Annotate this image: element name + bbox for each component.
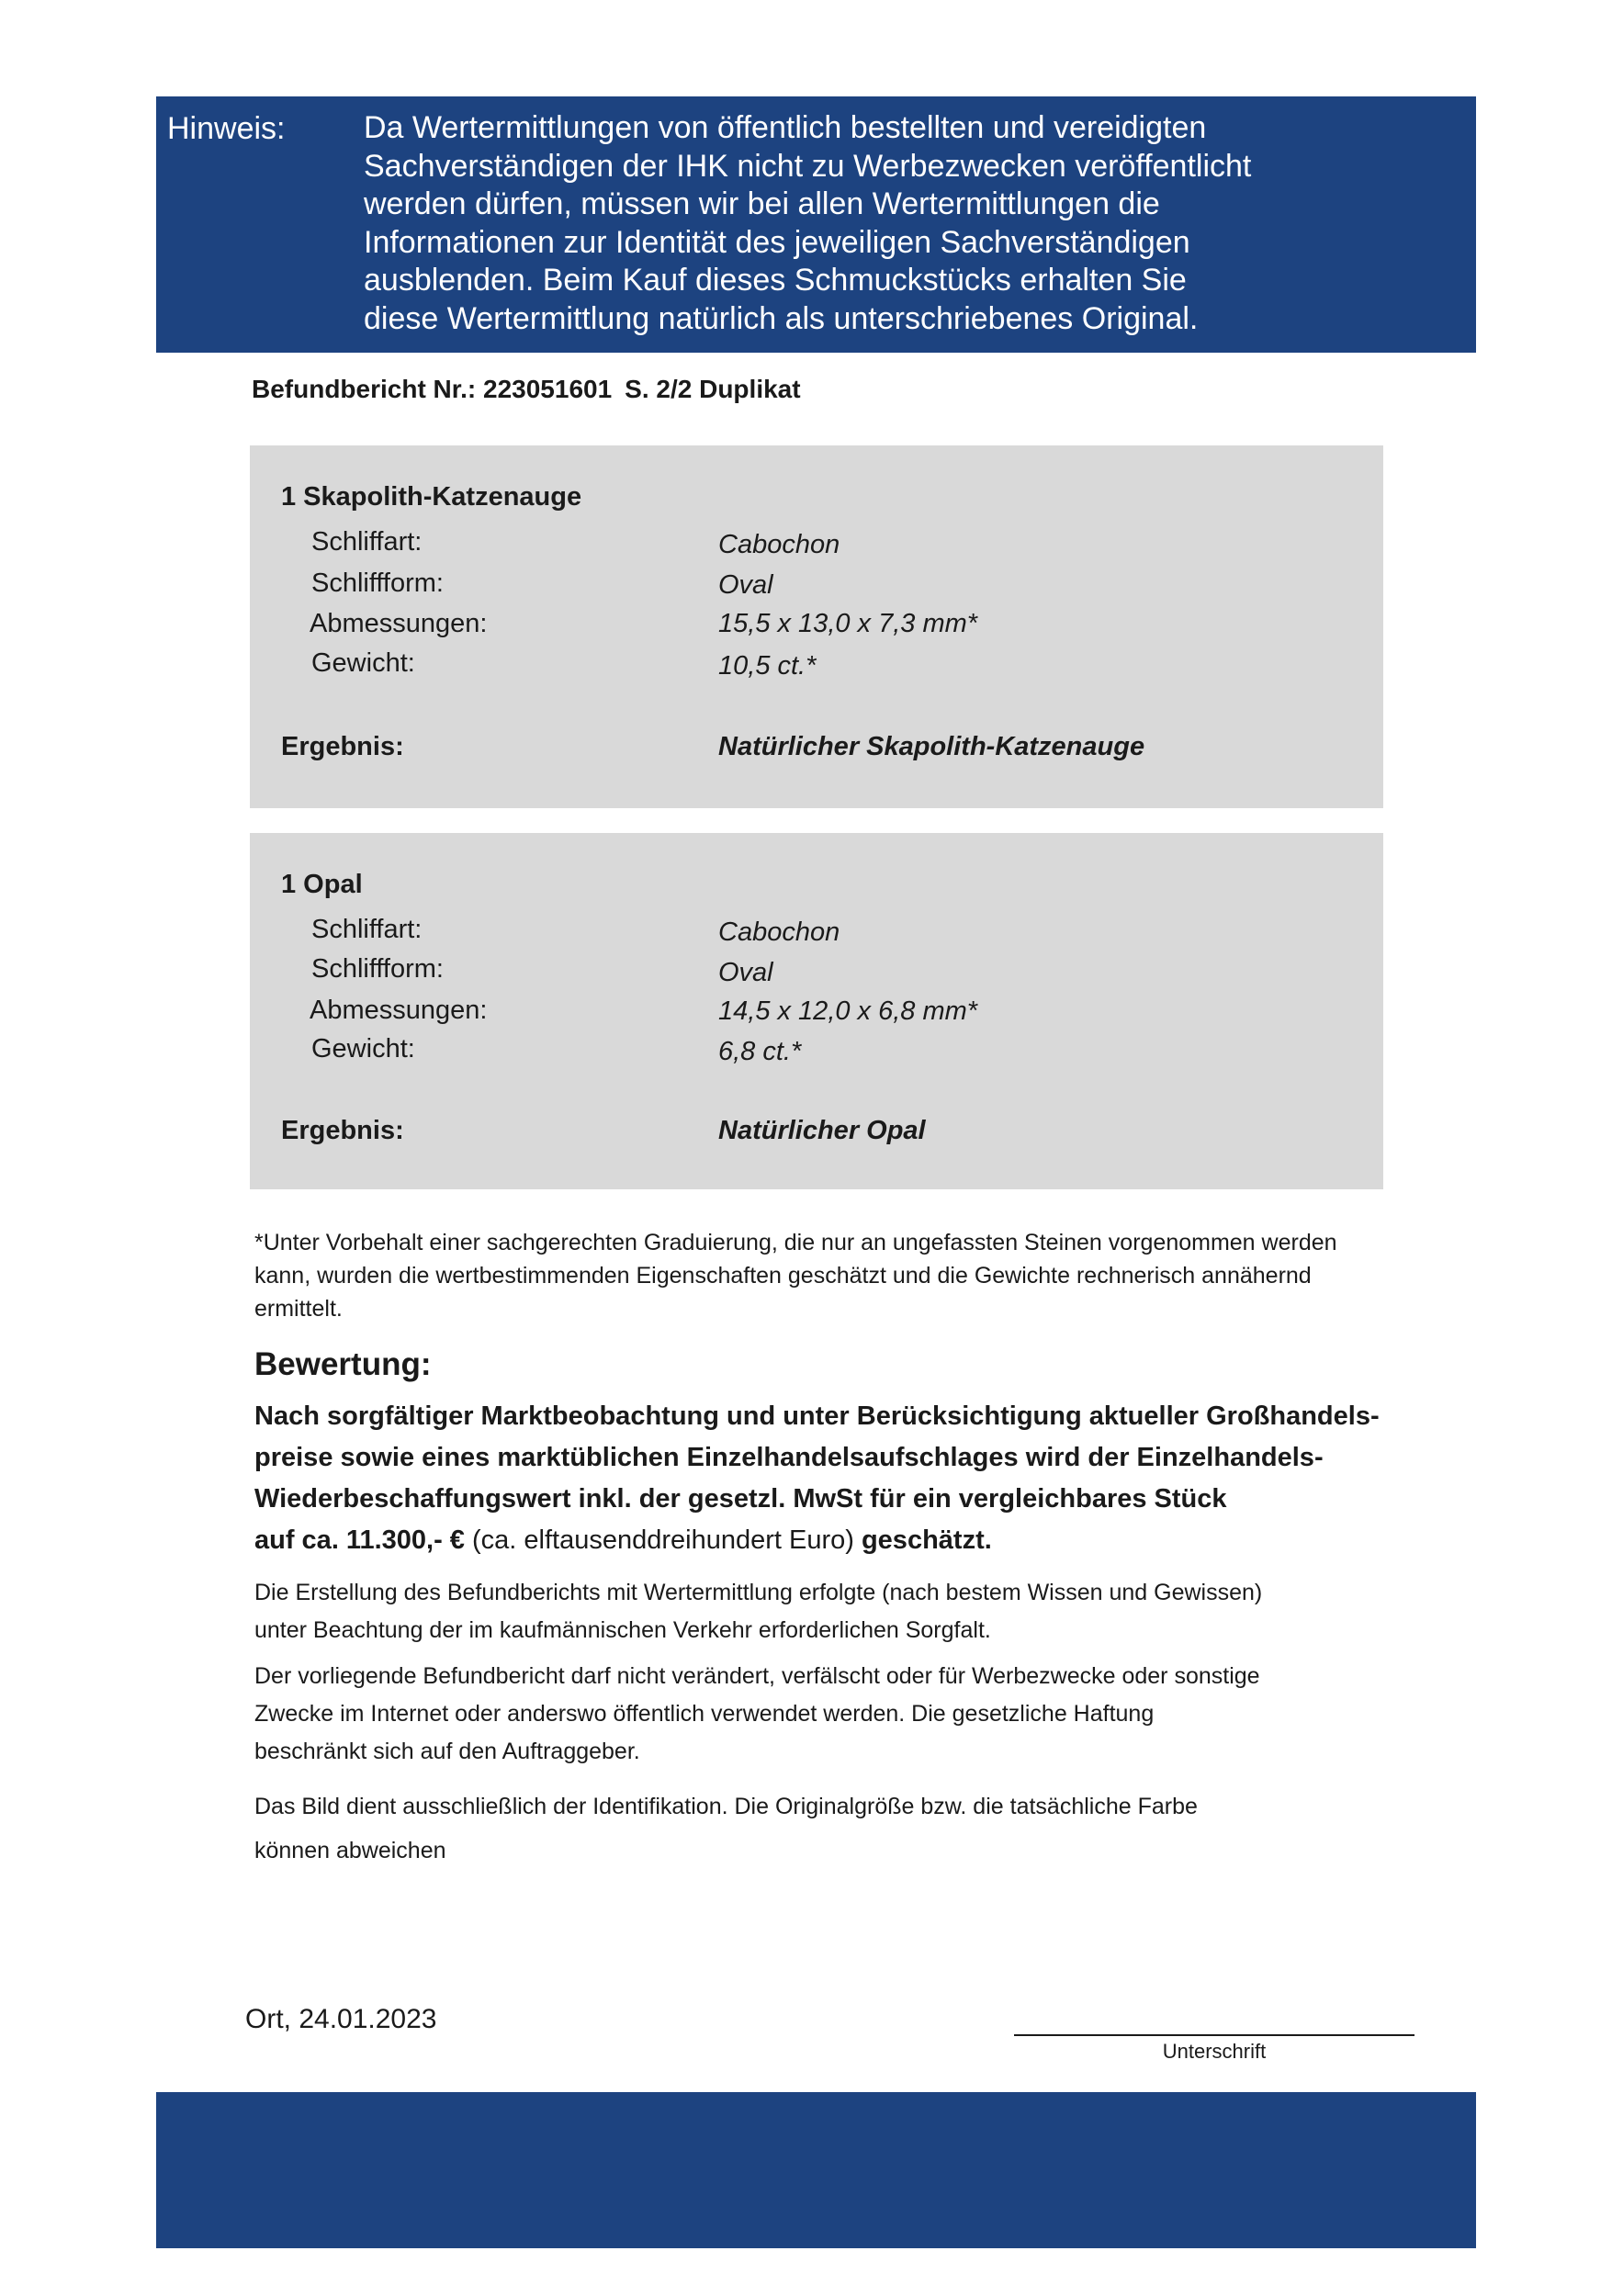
signature-label: Unterschrift [1162,2040,1267,2063]
result-label: Ergebnis: [281,732,404,761]
evaluation-text [254,1396,1448,1561]
dimensions-value: 14,5 x 12,0 x 6,8 mm* [718,996,978,1026]
stone-panel-opal [250,833,1383,1189]
cut-shape-label: Schliffform: [311,568,444,598]
dimensions-label: Abmessungen: [310,996,488,1025]
paragraph-line: können abweichen [254,1838,446,1863]
dimensions-value: 15,5 x 13,0 x 7,3 mm* [718,609,978,638]
footer-bar [156,2092,1476,2248]
weight-label: Gewicht: [311,1034,415,1064]
place-date: Ort, 24.01.2023 [245,2004,437,2034]
weight-value: 10,5 ct.* [718,651,817,681]
notice-line: Sachverständigen der IHK nicht zu Werbezwecken veröffentlicht [364,148,1252,184]
weight-label: Gewicht: [311,648,415,678]
paragraph-diligence [254,1574,1448,1649]
report-page: S. 2/2 Duplikat [625,375,801,403]
valuation-in-words: (ca. elftausenddreihundert Euro) [464,1525,862,1555]
notice-line: Da Wertermittlungen von öffentlich bestellten und vereidigten [364,110,1207,145]
cut-shape-value: Oval [718,958,773,987]
dimensions-label: Abmessungen: [310,609,488,638]
notice-line: werden dürfen, müssen wir bei allen Wertermittlungen die [364,186,1160,221]
notice-line: Informationen zur Identität des jeweiligen Sachverständigen [364,224,1190,260]
paragraph-line: Die Erstellung des Befundberichts mit Wertermittlung erfolgte (nach bestem Wissen und Gewissen) [254,1580,1263,1605]
notice-text [364,109,1457,338]
paragraph-line: Das Bild dient ausschließlich der Identifikation. Die Originalgröße bzw. die tatsächliche Farbe [254,1794,1198,1819]
evaluation-line: preise sowie eines marktüblichen Einzelhandelsaufschlages wird der Einzelhandels- [254,1443,1324,1472]
stone-title: 1 Opal [281,870,363,899]
stone-panel-scapolite [250,445,1383,808]
cut-type-label: Schliffart: [311,915,423,944]
paragraph-line: Der vorliegende Befundbericht darf nicht verändert, verfälscht oder für Werbezwecke oder sonstige [254,1663,1260,1689]
report-header [252,375,801,404]
paragraph-usage-restriction [254,1658,1448,1771]
result-value: Natürlicher Skapolith-Katzenauge [718,732,1145,761]
weight-value: 6,8 ct.* [718,1037,802,1066]
notice-line: ausblenden. Beim Kauf dieses Schmuckstücks erhalten Sie [364,263,1187,298]
paragraph-line: beschränkt sich auf den Auftraggeber. [254,1739,640,1764]
evaluation-line: Wiederbeschaffungswert inkl. der gesetzl. MwSt für ein vergleichbares Stück [254,1484,1227,1514]
evaluation-line: Nach sorgfältiger Marktbeobachtung und unter Berücksichtigung aktueller Großhandels- [254,1401,1380,1431]
footnote [254,1226,1430,1325]
paragraph-image-disclaimer [254,1784,1448,1873]
cut-type-value: Cabochon [718,530,840,559]
notice-banner [156,96,1476,353]
cut-shape-value: Oval [718,570,773,600]
notice-line: diese Wertermittlung natürlich als unterschriebenes Original. [364,300,1199,336]
valuation-suffix: geschätzt. [861,1525,992,1555]
cut-type-label: Schliffart: [311,527,423,557]
cut-type-value: Cabochon [718,917,840,947]
evaluation-value-line [254,1520,1448,1561]
notice-label: Hinweis: [167,111,286,146]
cut-shape-label: Schliffform: [311,954,444,984]
result-label: Ergebnis: [281,1116,404,1145]
result-value: Natürlicher Opal [718,1116,926,1145]
stone-title: 1 Skapolith-Katzenauge [281,482,582,512]
report-number: Befundbericht Nr.: 223051601 [252,375,613,403]
footnote-line: kann, wurden die wertbestimmenden Eigenschaften geschätzt und die Gewichte rechnerisch annähernd [254,1263,1312,1289]
footnote-line: ermittelt. [254,1296,343,1322]
evaluation-heading: Bewertung: [254,1346,432,1382]
paragraph-line: Zwecke im Internet oder anderswo öffentlich verwendet werden. Die gesetzliche Haftung [254,1701,1155,1727]
footnote-line: *Unter Vorbehalt einer sachgerechten Graduierung, die nur an ungefassten Steinen vorgenommen werden [254,1230,1337,1255]
valuation-amount: auf ca. 11.300,- € [254,1525,465,1555]
signature-line [1014,2034,1414,2036]
paragraph-line: unter Beachtung der im kaufmännischen Verkehr erforderlichen Sorgfalt. [254,1617,991,1643]
